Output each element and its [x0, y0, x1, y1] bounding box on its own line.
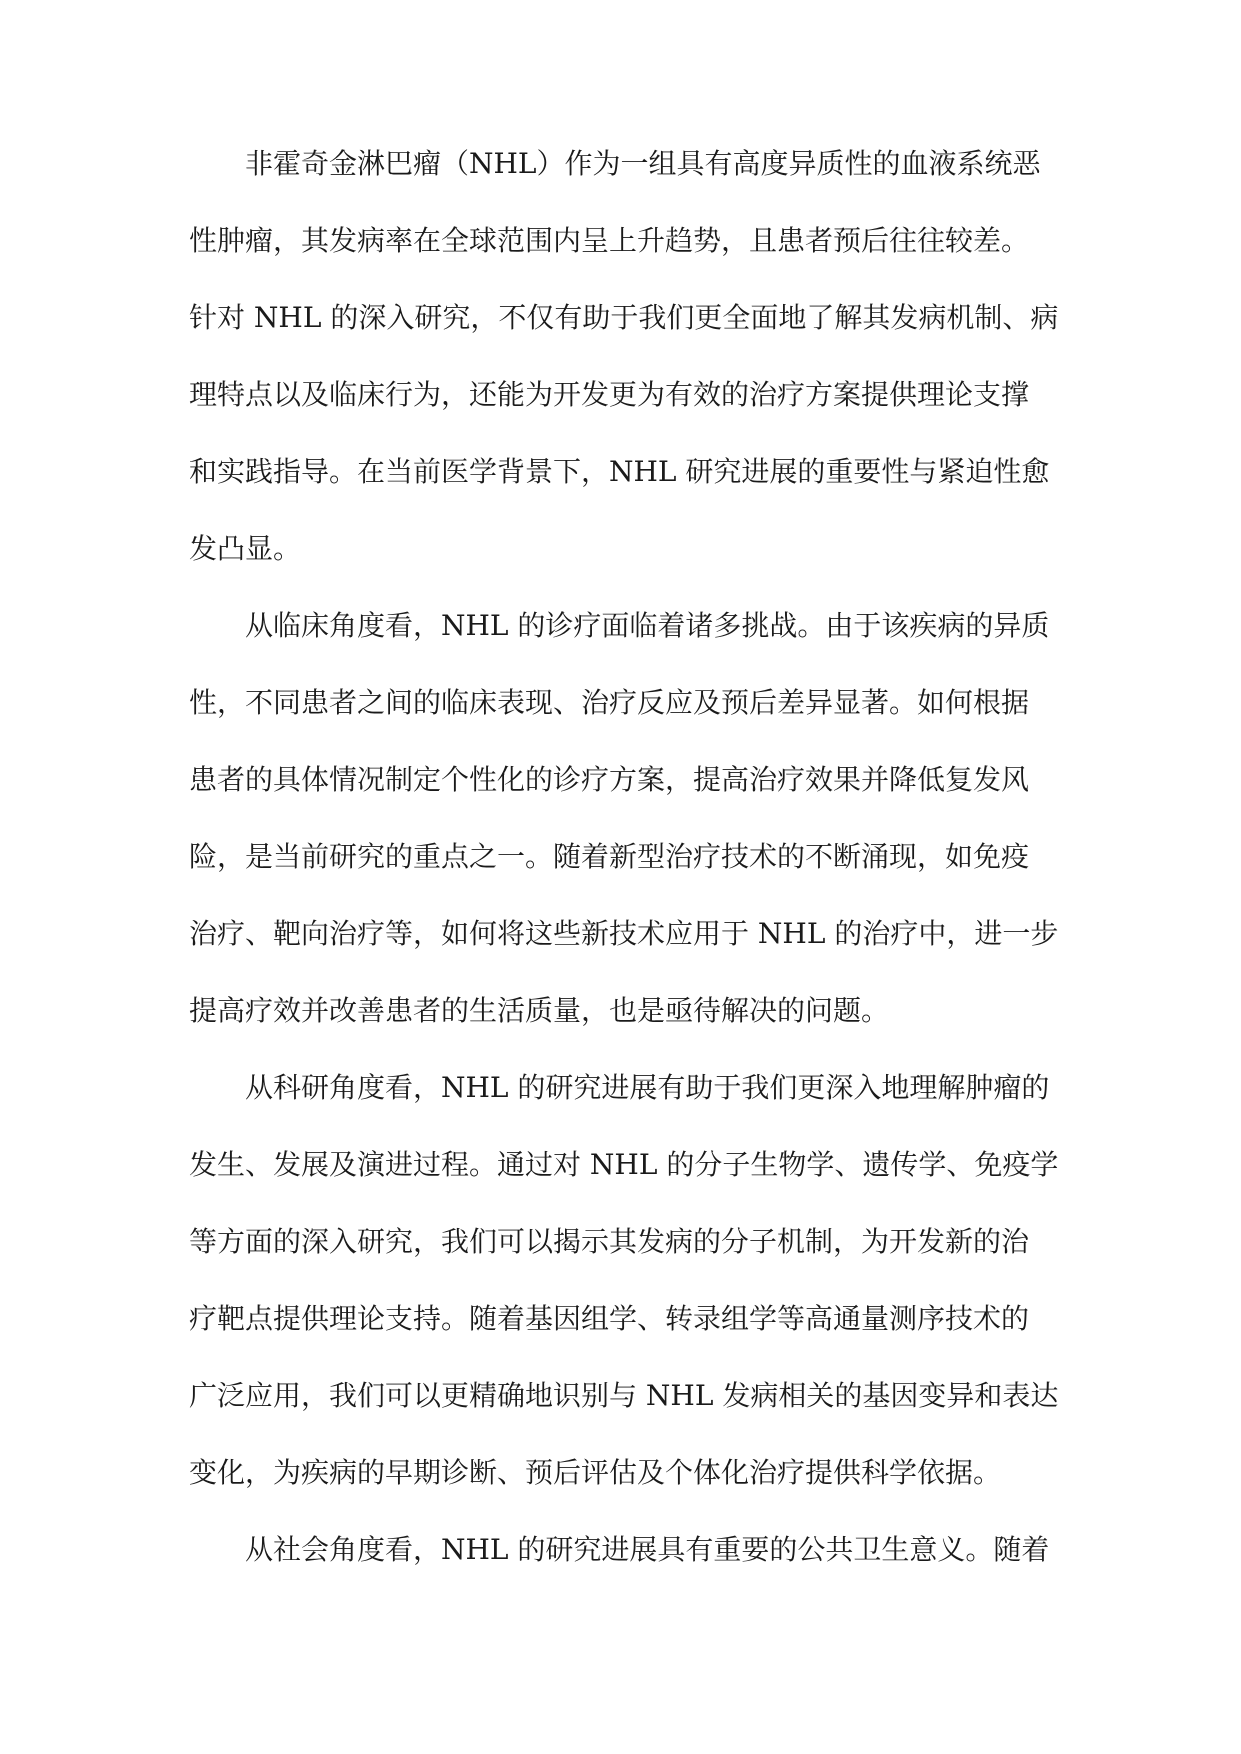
text-line: 发生、发展及演进过程。通过对 NHL 的分子生物学、遗传学、免疫学: [189, 1148, 1059, 1181]
text-line: 治疗、靶向治疗等，如何将这些新技术应用于 NHL 的治疗中，进一步: [189, 917, 1059, 950]
text-line: 疗靶点提供理论支持。随着基因组学、转录组学等高通量测序技术的: [189, 1302, 1030, 1335]
paragraph-clinical-perspective: [189, 607, 1059, 1069]
text-line: 提高疗效并改善患者的生活质量，也是亟待解决的问题。: [189, 994, 890, 1027]
text-line: 从科研角度看，NHL 的研究进展有助于我们更深入地理解肿瘤的: [245, 1071, 1050, 1104]
text-line: 险，是当前研究的重点之一。随着新型治疗技术的不断涌现，如免疫: [189, 840, 1030, 873]
text-line: 变化，为疾病的早期诊断、预后评估及个体化治疗提供科学依据。: [189, 1456, 1002, 1489]
text-line: 从社会角度看，NHL 的研究进展具有重要的公共卫生意义。随着: [245, 1533, 1050, 1566]
text-line: 从临床角度看，NHL 的诊疗面临着诸多挑战。由于该疾病的异质: [245, 609, 1050, 642]
text-line: 广泛应用，我们可以更精确地识别与 NHL 发病相关的基因变异和表达: [189, 1379, 1059, 1412]
paragraph-nhl-introduction: [189, 145, 1059, 607]
text-line: 等方面的深入研究，我们可以揭示其发病的分子机制，为开发新的治: [189, 1225, 1030, 1258]
text-line: 性，不同患者之间的临床表现、治疗反应及预后差异显著。如何根据: [189, 686, 1030, 719]
text-line: 和实践指导。在当前医学背景下，NHL 研究进展的重要性与紧迫性愈: [189, 455, 1050, 488]
paragraph-social-perspective: [189, 1531, 1055, 1608]
text-line: 非霍奇金淋巴瘤（NHL）作为一组具有高度异质性的血液系统恶: [245, 147, 1041, 180]
document-body: [189, 145, 1059, 1608]
text-line: 发凸显。: [189, 532, 302, 565]
text-line: 理特点以及临床行为，还能为开发更为有效的治疗方案提供理论支撑: [189, 378, 1030, 411]
text-line: 患者的具体情况制定个性化的诊疗方案，提高治疗效果并降低复发风: [189, 763, 1030, 796]
text-line: 性肿瘤，其发病率在全球范围内呈上升趋势，且患者预后往往较差。: [189, 224, 1030, 257]
text-line: 针对 NHL 的深入研究，不仅有助于我们更全面地了解其发病机制、病: [189, 301, 1059, 334]
paragraph-research-perspective: [189, 1069, 1059, 1531]
